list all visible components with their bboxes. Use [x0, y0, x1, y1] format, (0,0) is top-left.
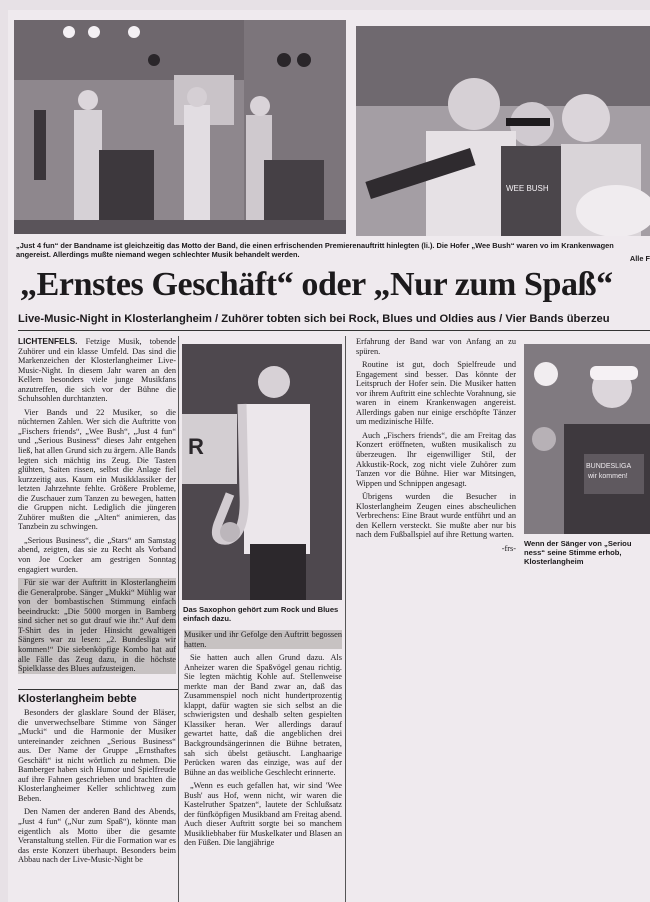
column-divider-1 — [178, 336, 179, 902]
box-paragraph-2: Den Namen der anderen Band des Abends, „Just 4 fun“ („Nur zum Spaß“), könnte man eigentlich als Motto über die gesamte Veranstaltung stellen. Für die Formation war es das erste Konzert überhaupt. Besonders beim Abbau nach der Live-Music-Night be — [18, 807, 176, 865]
top-photo-credit — [620, 254, 650, 263]
shirt-text-wir-kommen: wir kommen! — [588, 473, 628, 480]
col2-paragraph-1: Musiker und ihr Gefolge den Auftritt begossen hatten. — [184, 630, 342, 649]
column-divider-2 — [345, 336, 346, 902]
article-column-3 — [356, 337, 516, 557]
saxophone-caption: Das Saxophon gehört zum Rock und Blues einfach dazu. — [183, 605, 339, 623]
box-column — [18, 708, 176, 869]
top-photo-caption — [16, 241, 650, 259]
article-column-2 — [184, 630, 342, 852]
col3-paragraph-1: Erfahrung der Band war von Anfang an zu spüren. — [356, 337, 516, 356]
headline-rule — [18, 330, 650, 331]
shirt-text: WEE BUSH — [506, 184, 549, 193]
col2-paragraph-2: Sie hatten auch allen Grund dazu. Als Anheizer waren die Spaßvögel genau richtig. Sie legten mächtig Kohle auf. Stellenweise merkte man der Band zwar an, daß das Zusammenspiel noch nicht hundertprozentig klappt, dafür wagten sie sich selbst an die schwierigsten und deshalb selten gespielten Klassiker heran. Wer allerdings darauf gewartet hatte, daß die angeblichen drei Backgroundsängerinnen die Bühne betraten, sah sich übelst getäuscht. Langhaarige Perücken waren das einzige, was auf der Bühne an das weibliche Geschlecht erinnerte. — [184, 653, 342, 777]
author-signature: -frs- — [501, 543, 516, 553]
paragraph-2: Vier Bands und 22 Musiker, so die nüchternen Zahlen. Wer sich die Auftritte von „Fischers friends“, „Wee Bush“, „Just 4 fun“ und „Serious Business“ dieses Jahr entgehen ließ, hat allen Grund sich zu ärgern. Alle Bands legten sich mächtig ins Zeug. Die Tasten glühten, Saiten rissen, selbst die Anlage fiel kurzzeitig aus. Kaum ein Musikklassiker der letzten Jahrzehnte fehlte. Größere Probleme, die Zuschauer zum Tanzen zu bewegen, hatten die Gruppen nicht. Lediglich die jüngeren Zuhörer mußten die „Alten“ animieren, das Tanzbein zu schwingen. — [18, 407, 176, 532]
col2-paragraph-3: „Wenn es euch gefallen hat, wir sind 'Wee Bush' aus Hof, wenn nicht, wir waren die Kastelruther Spatzen“, lautete der Schlußsatz der fünfköpfigen Musikband am Freitag abend. Auch dieser Auftritt sorgte bei so manchem Musikliebhaber für Muskelkater und Blasen an den Füßen. Die langjährige — [184, 781, 342, 848]
photo-wee-bush — [356, 26, 650, 236]
svg-text:R: R — [188, 434, 204, 459]
photo-singer — [524, 344, 650, 534]
article-column-1 — [18, 337, 176, 678]
dateline: LICHTENFELS. — [18, 336, 78, 346]
photo-saxophone — [182, 344, 342, 600]
box-paragraph-1: Besonders der glasklare Sound der Bläser, die unverwechselbare Stimme von Sänger „Mucki“ und die Harmonie der Musiker untereinander zeichnen „Serious Business“ aus. Der Name der Gruppe „Ernsthaftes Geschäft“ ist nicht wörtlich zu nehmen. Die Bamberger haben sich Humor und Spielfreude auf ihre Fahnen geschrieben und brachten die Klosterlangheimer Keller schlichtweg zum Beben. — [18, 708, 176, 803]
paragraph-4: Für sie war der Auftritt in Klosterlangheim die Generalprobe. Sänger „Mukki“ Mühlig war von der bombastischen Stimmung einfach beeindruckt: „Die 5000 morgen in Bamberg sind sicher net so gut drauf wie ihr.“ Auf dem T-Shirt des in jeder Hinsicht gewaltigen Sängers war zu lesen: „2. Bundesliga wir kommen!“ Die siebenköpfige Kombo hat auf alle Fälle das Zeug dazu, in die höchste Spielklasse des Blues aufzusteigen. — [18, 578, 176, 674]
col3-paragraph-3: Auch „Fischers friends“, die am Freitag das Konzert eröffneten, wußten musikalisch zu überzeugen. Ihr eigenwilliger Stil, der Akkustik-Rock, zog nicht viele Zuhörer zum Tanzen vor die Bühne. Hier war Mitsingen, Wippen und Schnippen angesagt. — [356, 430, 516, 488]
col3-paragraph-4: Übrigens wurden die Besucher in Klosterlangheim Zeugen eines abscheulichen Verbrechens: Eine Braut wurde entführt und an den Kellern versteckt. Sie mußte aber nur bis nach dem Fußballspiel auf ihre Rettung warten. — [356, 492, 516, 540]
paragraph-3: „Serious Business“, die „Stars“ am Samstag abend, zeigten, das sie zu Recht als Vorband von Joe Cocker am gestrigen Sonntag engagiert wurden. — [18, 535, 176, 574]
shirt-text-bundesliga: BUNDESLIGA — [586, 463, 632, 470]
top-credit-text: Alle F — [629, 254, 650, 263]
paragraph-1: LICHTENFELS. Fetzige Musik, tobende Zuhörer und ein klasse Umfeld. Das sind die Markenzeichen der Klosterlangheimer Live-Music-Night. In diesem Jahr waren an den Kellern besonders viele junge Musikfans anzutreffen, die sich vor der Bühne die Schuhsohlen durchtanzten. — [18, 336, 176, 404]
subheadline: Live-Music-Night in Klosterlangheim / Zuhörer tobten sich bei Rock, Blues und Oldies aus / Vier Bands überzeu — [18, 313, 610, 325]
headline: „Ernstes Geschäft“ oder „Nur zum Spaß“ — [20, 266, 613, 303]
singer-caption: Wenn der Sänger von „Seriou ness“ seine Stimme erhob, Klosterlangheim — [524, 539, 632, 566]
box-title: Klosterlangheim bebte — [18, 689, 178, 705]
col3-paragraph-2: Routine ist gut, doch Spielfreude und Engagement sind besser. Das könnte der Leitspruch der Hofer sein. Die Musiker hatten vor ihrem Auftritt eine schlechte Vorahnung, sie waren in einem Krankenwagen angereist. Allerdings gaben nur einige erschöpfte Tänzer um medizinische Hilfe. — [356, 360, 516, 427]
top-caption-text: „Just 4 fun“ der Bandname ist gleichzeitig das Motto der Band, die einen erfrischenden Premierenauftritt hinlegten (li.). Die Hofer „Wee Bush“ waren vo im Krankenwagen angereist. Allerdings mußte niemand wegen schlechter Musik behandelt werden. — [16, 241, 614, 259]
photo-just-4-fun-stage — [14, 20, 346, 234]
